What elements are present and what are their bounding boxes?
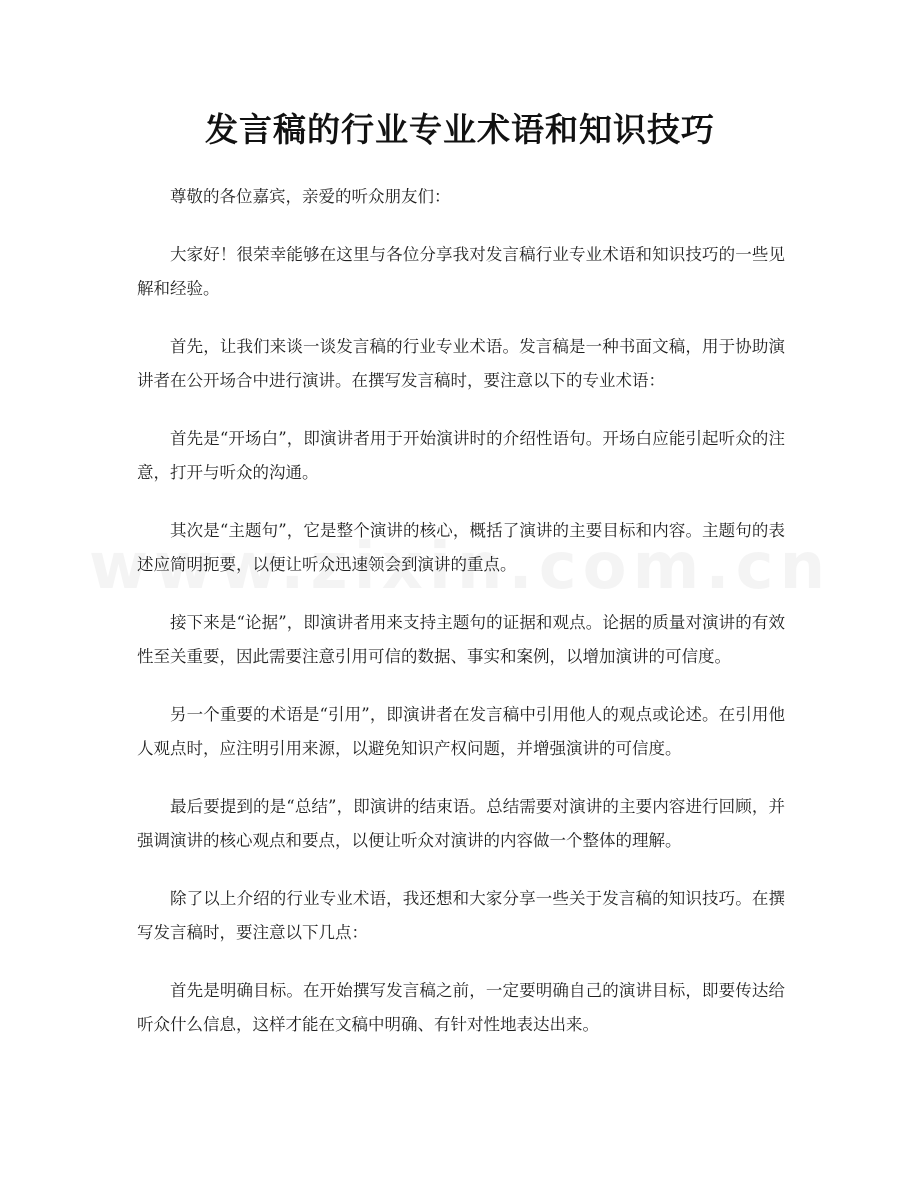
paragraph-salutation: 尊敬的各位嘉宾，亲爱的听众朋友们：: [170, 187, 451, 206]
paragraph-thesis: 其次是“主题句”，它是整个演讲的核心，概括了演讲的主要目标和内容。主题句的表述应简明扼要，以便让听众迅速领会到演讲的重点。: [137, 521, 785, 574]
paragraph-greeting: 大家好！很荣幸能够在这里与各位分享我对发言稿行业专业术语和知识技巧的一些见解和经验。: [137, 245, 785, 298]
paragraph-citation: 另一个重要的术语是“引用”，即演讲者在发言稿中引用他人的观点或论述。在引用他人观点时，应注明引用来源，以避免知识产权问题，并增强演讲的可信度。: [137, 705, 785, 758]
paragraph-intro-terms: 首先，让我们来谈一谈发言稿的行业专业术语。发言稿是一种书面文稿，用于协助演讲者在公开场合中进行演讲。在撰写发言稿时，要注意以下的专业术语：: [137, 337, 785, 390]
paragraph-evidence: 接下来是“论据”，即演讲者用来支持主题句的证据和观点。论据的质量对演讲的有效性至关重要，因此需要注意引用可信的数据、事实和案例，以增加演讲的可信度。: [137, 613, 785, 666]
paragraph-clear-goal: 首先是明确目标。在开始撰写发言稿之前，一定要明确自己的演讲目标，即要传达给听众什么信息，这样才能在文稿中明确、有针对性地表达出来。: [137, 981, 785, 1034]
paragraph-skills-intro: 除了以上介绍的行业专业术语，我还想和大家分享一些关于发言稿的知识技巧。在撰写发言稿时，要注意以下几点：: [137, 889, 785, 942]
document-title: 发言稿的行业专业术语和知识技巧: [205, 110, 715, 149]
paragraph-summary: 最后要提到的是“总结”，即演讲的结束语。总结需要对演讲的主要内容进行回顾，并强调演讲的核心观点和要点，以便让听众对演讲的内容做一个整体的理解。: [137, 797, 785, 850]
paragraph-opening: 首先是“开场白”，即演讲者用于开始演讲时的介绍性语句。开场白应能引起听众的注意，打开与听众的沟通。: [137, 429, 785, 482]
document-body: [137, 180, 785, 1066]
